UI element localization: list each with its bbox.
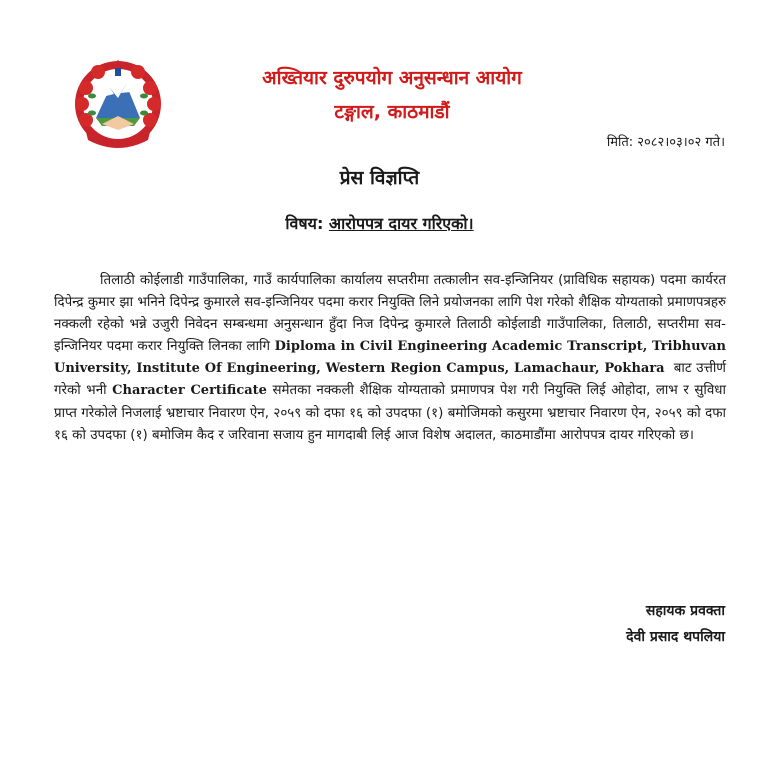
body-text-part2: बाट उत्तीर्ण गरेको भनी [54, 361, 726, 399]
body-text-part3: समेतका नक्कली शैक्षिक योग्यताको प्रमाणपत्र पेश गरी नियुक्ति लिई ओहोदा, लाभ र सुविधा प्राप्त गरेकोले निजलाई भ्रष्टाचार निवारण ऐन, २०५९ को दफा १६ को उपदफा (१) बमोजिमको कसुरमा भ्रष्टाचार निवारण ऐन, २०५९ को दफा १६ को उपदफा (१) बमोजिम कैद र जरिवाना सजाय हुन मागदाबी लिई आज विशेष अदालत, काठमाडौंमा आरोपपत्र दायर गरिएको छ। [54, 383, 726, 443]
body-text-part1: तिलाठी कोईलाडी गाउँपालिका, गाउँ कार्यपालिका कार्यालय सप्तरीमा तत्कालीन सव-इन्जिनियर (प्राविधिक सहायक) पदमा कार्यरत दिपेन्द्र कुमार झा भनिने दिपेन्द्र कुमारले सव-इन्जिनियर पदमा करार नियुक्ति लिने प्रयोजनका लागि पेश गरेको शैक्षिक योग्यताको प्रमाणपत्रहरु नक्कली रहेको भन्ने उजुरी निवेदन सम्बन्धमा अनुसन्धान हुँदा निज दिपेन्द्र कुमारले तिलाठी कोईलाडी गाउँपालिका, तिलाठी, सप्तरीमा सव-इन्जिनियर पदमा करार नियुक्ति लिनका लागि [54, 273, 726, 355]
date-line: मिति: २०८२।०३।०२ गते। [606, 135, 725, 150]
nepal-coat-of-arms-icon [72, 58, 164, 150]
signatory-name: देवी प्रसाद थपलिया [626, 629, 725, 645]
subject-label: विषय: [285, 214, 324, 233]
subject-text: आरोपपत्र दायर गरिएको। [328, 214, 474, 233]
organization-name: अख्तियार दुरुपयोग अनुसन्धान आयोग [262, 67, 522, 89]
signatory-role: सहायक प्रवक्ता [645, 603, 725, 619]
body-english-diploma: Diploma in Civil Engineering Academic Transcript, Tribhuvan University, Institute Of Engineering, Western Region Campus, Lamachaur, Pokhara [54, 339, 726, 377]
body-paragraph [54, 270, 726, 447]
body-english-certificate: Character Certificate [112, 383, 267, 399]
press-release-title: प्रेस विज्ञप्ति [339, 167, 420, 189]
organization-address: टङ्गाल, काठमाडौं [334, 101, 450, 123]
subject-line [0, 212, 759, 234]
